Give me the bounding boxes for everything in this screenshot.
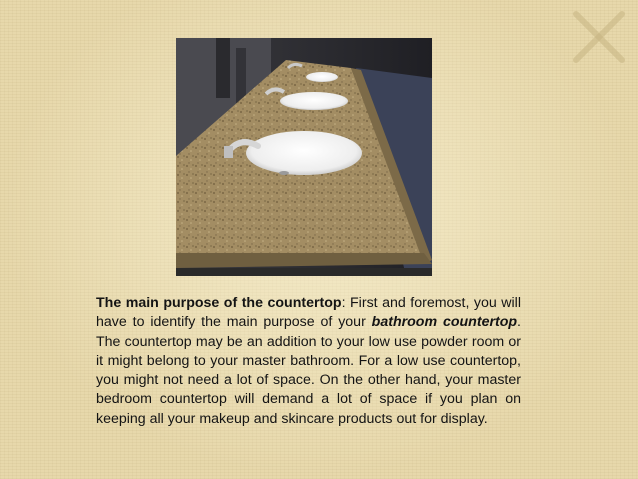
caption-text-1: : First and foremost, you will have to identify the main purpose of your [96, 295, 521, 331]
caption-heading: The main purpose of the countertop [96, 295, 342, 311]
x-mark-icon [570, 8, 628, 66]
countertop-photo [176, 38, 432, 276]
caption-emphasis: bathroom countertop [371, 314, 518, 331]
caption-paragraph [96, 294, 521, 429]
caption-text-2: . The countertop may be an addition to your low use powder room or it might belong to your master bathroom. For a low use countertop, you might not need a lot of space. On the other hand, your master bedroom countertop will demand a lot of space if you plan on keeping all your makeup and skincare products out for display. [96, 314, 521, 427]
